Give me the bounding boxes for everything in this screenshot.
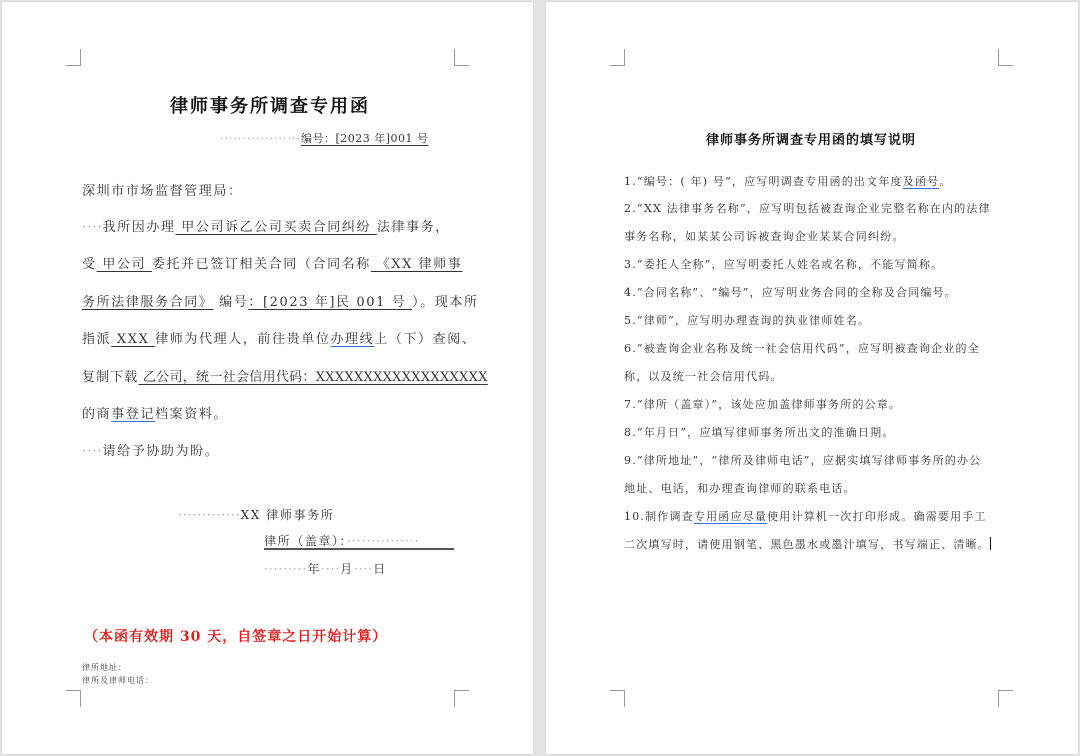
instruction-line: 6.“被查询企业名称及统一社会信用代码”，应写明被查询企业的全: [624, 342, 980, 355]
margin-corner-mark: [454, 690, 469, 707]
date-field: ·········年····月····日: [264, 562, 387, 576]
instruction-line: 4.“合同名称”、“编号”，应写明业务合同的全称及合同编号。: [624, 286, 957, 299]
instruction-line: 3.“委托人全称”，应写明委托人姓名或名称，不能写简称。: [624, 258, 944, 271]
document-page-instructions[interactable]: [546, 2, 1078, 754]
instruction-line: 事务名称，如某某公司诉被查询企业某某合同纠纷。: [624, 230, 905, 243]
margin-corner-mark: [610, 690, 625, 707]
instructions-title: 律师事务所调查专用函的填写说明: [706, 133, 917, 148]
paragraph-line: 复制下载 乙公司，统一社会信用代码：XXXXXXXXXXXXXXXXXX: [82, 370, 488, 385]
instruction-line: 7.“律所（盖章）”，该处应加盖律师事务所的公章。: [624, 398, 902, 411]
instruction-line: 二次填写时，请使用钢笔、黑色墨水或墨汁填写，书写端正、清晰。: [624, 538, 990, 551]
signature-line: [264, 548, 454, 550]
paragraph-line: 的商事登记档案资料。: [82, 407, 229, 422]
margin-corner-mark: [998, 49, 1013, 66]
addressee: 深圳市市场监督管理局：: [82, 184, 243, 199]
instruction-line: 10.制作调查专用函应尽量使用计算机一次打印形成。确需要用手工: [624, 510, 987, 523]
text-cursor: [990, 537, 991, 550]
margin-corner-mark: [66, 49, 81, 66]
paragraph-line: 受 甲公司 委托并已签订相关合同（合同名称 《XX 律师事: [82, 257, 463, 272]
margin-corner-mark: [610, 49, 625, 66]
instruction-line: 地址、电话，和办理查询律师的联系电话。: [624, 482, 856, 495]
instruction-line: 2.“XX 法律事务名称”，应写明包括被查询企业完整名称在内的法律: [624, 202, 991, 215]
instruction-line: 称，以及统一社会信用代码。: [624, 370, 783, 383]
validity-note: （本函有效期 30 天，自签章之日开始计算）: [84, 629, 388, 645]
phone-label: 律所及律师电话：: [82, 676, 154, 685]
instruction-line: 1.“编号：( 年) 号”，应写明调查专用函的出文年度及函号。: [624, 175, 952, 188]
instruction-line: 9.“律所地址”，“律所及律师电话”，应据实填写律师事务所的办公: [624, 454, 982, 467]
paragraph-line: ····我所因办理 甲公司诉乙公司买卖合同纠纷 法律事务，: [82, 220, 450, 235]
margin-corner-mark: [998, 690, 1013, 707]
address-label: 律所地址：: [82, 663, 127, 672]
seal-field: 律所（盖章）：···············: [264, 534, 420, 548]
document-page-letter[interactable]: [2, 2, 533, 754]
letter-number: ··················编号：[2023 年]001 号: [220, 132, 429, 145]
margin-corner-mark: [454, 49, 469, 66]
letter-title: 律师事务所调查专用函: [170, 96, 370, 117]
margin-corner-mark: [66, 690, 81, 707]
instruction-line: 8.“年月日”，应填写律师事务所出文的准确日期。: [624, 426, 895, 439]
paragraph-line: 指派 XXX 律师为代理人，前往贵单位办理线上（下）查阅、: [82, 332, 477, 347]
firm-name: ·············XX 律师事务所: [178, 508, 335, 522]
instruction-line: 5.“律师”，应写明办理查询的执业律师姓名。: [624, 314, 871, 327]
paragraph-line: ····请给予协助为盼。: [82, 444, 220, 459]
paragraph-line: 务所法律服务合同》 编号：[2023 年]民 001 号 ）。现本所: [82, 295, 479, 310]
